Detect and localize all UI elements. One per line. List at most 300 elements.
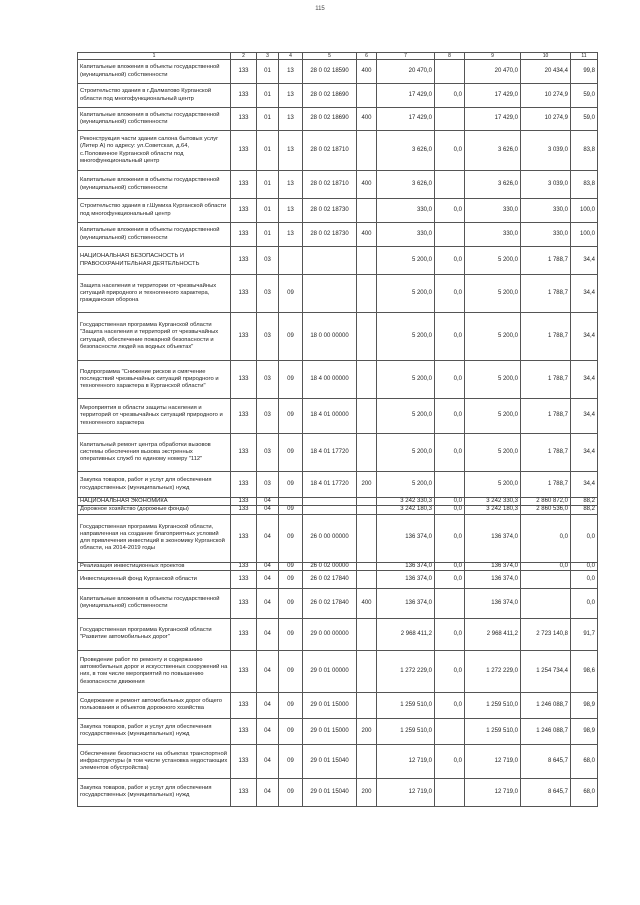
amount-change-cell: 0,0 xyxy=(435,399,465,434)
subsection-code-cell: 13 xyxy=(279,131,303,171)
approved-amount-cell: 5 200,0 xyxy=(377,247,435,275)
refined-amount-cell: 3 626,0 xyxy=(465,171,521,199)
amount-change-cell: 0,0 xyxy=(435,562,465,570)
section-code-cell: 03 xyxy=(257,247,279,275)
table-row xyxy=(78,275,598,313)
execution-percent-cell: 34,4 xyxy=(571,361,598,399)
row-name-cell: НАЦИОНАЛЬНАЯ БЕЗОПАСНОСТЬ И ПРАВООХРАНИТЕЛЬНАЯ ДЕЯТЕЛЬНОСТЬ xyxy=(78,247,231,275)
executed-amount-cell: 2 860 872,0 xyxy=(521,498,571,506)
target-article-code-cell: 28 0 02 18730 xyxy=(303,199,357,223)
executed-amount-cell xyxy=(521,588,571,618)
row-name-cell: Содержание и ремонт автомобильных дорог общего пользования и объектов дорожного хозяйства xyxy=(78,692,231,718)
expense-type-code-cell xyxy=(357,498,377,506)
refined-amount-cell: 17 429,0 xyxy=(465,84,521,108)
subsection-code-cell: 09 xyxy=(279,562,303,570)
approved-amount-cell: 3 626,0 xyxy=(377,171,435,199)
target-article-code-cell: 28 0 02 18690 xyxy=(303,84,357,108)
executed-amount-cell: 1 788,7 xyxy=(521,361,571,399)
expense-type-code-cell: 200 xyxy=(357,778,377,806)
expense-type-code-cell xyxy=(357,506,377,514)
amount-change-cell xyxy=(435,588,465,618)
execution-percent-cell: 34,4 xyxy=(571,247,598,275)
executed-amount-cell: 3 039,0 xyxy=(521,131,571,171)
executed-amount-cell: 330,0 xyxy=(521,199,571,223)
subsection-code-cell: 09 xyxy=(279,718,303,744)
target-article-code-cell: 26 0 02 17840 xyxy=(303,570,357,588)
executed-amount-cell: 8 645,7 xyxy=(521,744,571,778)
section-code-cell: 03 xyxy=(257,275,279,313)
amount-change-cell: 0,0 xyxy=(435,514,465,562)
table-body xyxy=(78,60,598,807)
executed-amount-cell: 0,0 xyxy=(521,514,571,562)
expense-type-code-cell: 400 xyxy=(357,108,377,131)
refined-amount-cell: 3 242 180,3 xyxy=(465,506,521,514)
column-number: 3 xyxy=(257,53,279,60)
section-code-cell: 03 xyxy=(257,434,279,472)
table-row xyxy=(78,199,598,223)
executed-amount-cell: 1 788,7 xyxy=(521,472,571,498)
row-name-cell: Государственная программа Курганской области "Развитие автомобильных дорог" xyxy=(78,618,231,650)
execution-percent-cell: 100,0 xyxy=(571,199,598,223)
row-name-cell: Инвестиционный фонд Курганской области xyxy=(78,570,231,588)
amount-change-cell: 0,0 xyxy=(435,275,465,313)
amount-change-cell: 0,0 xyxy=(435,434,465,472)
column-number-row xyxy=(78,53,598,60)
table-row xyxy=(78,399,598,434)
execution-percent-cell: 34,4 xyxy=(571,275,598,313)
amount-change-cell xyxy=(435,171,465,199)
execution-percent-cell: 88,2 xyxy=(571,506,598,514)
amount-change-cell: 0,0 xyxy=(435,570,465,588)
row-name-cell: Государственная программа Курганской области, направленная на создание благоприятных условий для привлечения инвестиций в экономику Курганской области, на 2014-2019 годы xyxy=(78,514,231,562)
executed-amount-cell xyxy=(521,570,571,588)
row-name-cell: НАЦИОНАЛЬНАЯ ЭКОНОМИКА xyxy=(78,498,231,506)
subsection-code-cell: 09 xyxy=(279,692,303,718)
subsection-code-cell: 09 xyxy=(279,570,303,588)
gov-code-cell: 133 xyxy=(231,108,257,131)
approved-amount-cell: 330,0 xyxy=(377,199,435,223)
gov-code-cell: 133 xyxy=(231,434,257,472)
table-row xyxy=(78,313,598,361)
refined-amount-cell: 1 259 510,0 xyxy=(465,692,521,718)
gov-code-cell: 133 xyxy=(231,778,257,806)
table-row xyxy=(78,171,598,199)
row-name-cell: Защита населения и территории от чрезвычайных ситуаций природного и техногенного характера, гражданская оборона xyxy=(78,275,231,313)
gov-code-cell: 133 xyxy=(231,313,257,361)
executed-amount-cell: 1 788,7 xyxy=(521,434,571,472)
row-name-cell: Капитальные вложения в объекты государственной (муниципальной) собственности xyxy=(78,171,231,199)
approved-amount-cell: 17 429,0 xyxy=(377,84,435,108)
row-name-cell: Реконструкция части здания салона бытовых услуг (Литер А) по адресу: ул.Советская, д.64, с.Половинное Курганской области под многофункциональный центр xyxy=(78,131,231,171)
table-row xyxy=(78,588,598,618)
row-name-cell: Строительство здания в г.Далматово Курганской области под многофункциональный центр xyxy=(78,84,231,108)
section-code-cell: 04 xyxy=(257,570,279,588)
section-code-cell: 04 xyxy=(257,618,279,650)
subsection-code-cell: 09 xyxy=(279,313,303,361)
section-code-cell: 04 xyxy=(257,562,279,570)
row-name-cell: Закупка товаров, работ и услуг для обеспечения государственных (муниципальных) нужд xyxy=(78,718,231,744)
page-number: 115 xyxy=(315,6,325,12)
execution-percent-cell: 100,0 xyxy=(571,223,598,247)
approved-amount-cell: 136 374,0 xyxy=(377,514,435,562)
budget-table xyxy=(77,52,598,807)
approved-amount-cell: 3 626,0 xyxy=(377,131,435,171)
executed-amount-cell: 8 645,7 xyxy=(521,778,571,806)
amount-change-cell: 0,0 xyxy=(435,650,465,692)
table-row xyxy=(78,618,598,650)
subsection-code-cell: 13 xyxy=(279,84,303,108)
amount-change-cell xyxy=(435,718,465,744)
table-row xyxy=(78,498,598,506)
subsection-code-cell: 13 xyxy=(279,60,303,84)
expense-type-code-cell xyxy=(357,434,377,472)
gov-code-cell: 133 xyxy=(231,514,257,562)
table-row xyxy=(78,506,598,514)
expense-type-code-cell xyxy=(357,744,377,778)
row-name-cell: Проведение работ по ремонту и содержанию автомобильных дорог и искусственных сооружений на них, в том числе мероприятий по повышению безопасности движения xyxy=(78,650,231,692)
execution-percent-cell: 34,4 xyxy=(571,399,598,434)
target-article-code-cell: 28 0 02 18590 xyxy=(303,60,357,84)
subsection-code-cell: 13 xyxy=(279,223,303,247)
gov-code-cell: 133 xyxy=(231,498,257,506)
approved-amount-cell: 1 272 229,0 xyxy=(377,650,435,692)
row-name-cell: Обеспечение безопасности на объектах транспортной инфраструктуры (в том числе установка недостающих элементов обустройства) xyxy=(78,744,231,778)
gov-code-cell: 133 xyxy=(231,692,257,718)
target-article-code-cell xyxy=(303,247,357,275)
target-article-code-cell: 29 0 01 15040 xyxy=(303,744,357,778)
executed-amount-cell: 1 788,7 xyxy=(521,247,571,275)
executed-amount-cell: 10 274,9 xyxy=(521,108,571,131)
approved-amount-cell: 5 200,0 xyxy=(377,399,435,434)
execution-percent-cell: 83,8 xyxy=(571,131,598,171)
column-number: 8 xyxy=(435,53,465,60)
expense-type-code-cell xyxy=(357,562,377,570)
amount-change-cell: 0,0 xyxy=(435,84,465,108)
row-name-cell: Строительство здания в г.Шумиха Курганской области под многофункциональный центр xyxy=(78,199,231,223)
row-name-cell: Капитальные вложения в объекты государственной (муниципальной) собственности xyxy=(78,223,231,247)
expense-type-code-cell xyxy=(357,84,377,108)
section-code-cell: 01 xyxy=(257,199,279,223)
subsection-code-cell: 13 xyxy=(279,171,303,199)
executed-amount-cell: 1 254 734,4 xyxy=(521,650,571,692)
expense-type-code-cell: 400 xyxy=(357,223,377,247)
subsection-code-cell: 09 xyxy=(279,650,303,692)
subsection-code-cell: 13 xyxy=(279,199,303,223)
target-article-code-cell: 28 0 02 18710 xyxy=(303,131,357,171)
gov-code-cell: 133 xyxy=(231,472,257,498)
target-article-code-cell: 26 0 00 00000 xyxy=(303,514,357,562)
section-code-cell: 01 xyxy=(257,108,279,131)
table-row xyxy=(78,718,598,744)
target-article-code-cell: 28 0 02 18690 xyxy=(303,108,357,131)
executed-amount-cell: 1 788,7 xyxy=(521,275,571,313)
expense-type-code-cell xyxy=(357,199,377,223)
amount-change-cell xyxy=(435,223,465,247)
executed-amount-cell: 10 274,9 xyxy=(521,84,571,108)
section-code-cell: 04 xyxy=(257,506,279,514)
amount-change-cell xyxy=(435,60,465,84)
column-number: 6 xyxy=(357,53,377,60)
expense-type-code-cell: 400 xyxy=(357,171,377,199)
row-name-cell: Закупка товаров, работ и услуг для обеспечения государственных (муниципальных) нужд xyxy=(78,472,231,498)
row-name-cell: Капитальные вложения в объекты государственной (муниципальной) собственности xyxy=(78,108,231,131)
table-row xyxy=(78,650,598,692)
amount-change-cell: 0,0 xyxy=(435,618,465,650)
executed-amount-cell: 1 788,7 xyxy=(521,313,571,361)
approved-amount-cell: 20 470,0 xyxy=(377,60,435,84)
approved-amount-cell: 136 374,0 xyxy=(377,562,435,570)
gov-code-cell: 133 xyxy=(231,199,257,223)
expense-type-code-cell xyxy=(357,313,377,361)
section-code-cell: 04 xyxy=(257,650,279,692)
expense-type-code-cell xyxy=(357,514,377,562)
approved-amount-cell: 2 968 411,2 xyxy=(377,618,435,650)
execution-percent-cell: 34,4 xyxy=(571,472,598,498)
target-article-code-cell: 29 0 01 15040 xyxy=(303,778,357,806)
subsection-code-cell: 09 xyxy=(279,514,303,562)
section-code-cell: 04 xyxy=(257,718,279,744)
refined-amount-cell: 3 626,0 xyxy=(465,131,521,171)
target-article-code-cell: 18 4 01 17720 xyxy=(303,472,357,498)
execution-percent-cell: 68,0 xyxy=(571,778,598,806)
refined-amount-cell: 5 200,0 xyxy=(465,399,521,434)
refined-amount-cell: 330,0 xyxy=(465,223,521,247)
table-row xyxy=(78,84,598,108)
approved-amount-cell: 5 200,0 xyxy=(377,313,435,361)
amount-change-cell: 0,0 xyxy=(435,247,465,275)
row-name-cell: Государственная программа Курганской области "Защита населения и территорий от чрезвычайных ситуаций, обеспечение пожарной безопасности и безопасности людей на водных объектах" xyxy=(78,313,231,361)
execution-percent-cell: 99,8 xyxy=(571,60,598,84)
amount-change-cell: 0,0 xyxy=(435,744,465,778)
row-name-cell: Капитальные вложения в объекты государственной (муниципальной) собственности xyxy=(78,60,231,84)
section-code-cell: 01 xyxy=(257,84,279,108)
refined-amount-cell: 136 374,0 xyxy=(465,514,521,562)
row-name-cell: Капитальные вложения в объекты государственной (муниципальной) собственности xyxy=(78,588,231,618)
approved-amount-cell: 17 429,0 xyxy=(377,108,435,131)
amount-change-cell: 0,0 xyxy=(435,506,465,514)
row-name-cell: Капитальный ремонт центра обработки вызовов системы обеспечения вызова экстренных оперативных служб по единому номеру "112" xyxy=(78,434,231,472)
gov-code-cell: 133 xyxy=(231,223,257,247)
subsection-code-cell: 09 xyxy=(279,588,303,618)
execution-percent-cell: 0,0 xyxy=(571,562,598,570)
expense-type-code-cell: 400 xyxy=(357,60,377,84)
execution-percent-cell: 59,0 xyxy=(571,84,598,108)
section-code-cell: 03 xyxy=(257,399,279,434)
table-row xyxy=(78,744,598,778)
execution-percent-cell: 0,0 xyxy=(571,514,598,562)
column-number: 2 xyxy=(231,53,257,60)
table-row xyxy=(78,223,598,247)
row-name-cell: Мероприятия в области защиты населения и территорий от чрезвычайных ситуаций природного и техногенного характера xyxy=(78,399,231,434)
gov-code-cell: 133 xyxy=(231,588,257,618)
gov-code-cell: 133 xyxy=(231,361,257,399)
target-article-code-cell: 18 4 01 17720 xyxy=(303,434,357,472)
gov-code-cell: 133 xyxy=(231,718,257,744)
target-article-code-cell: 29 0 01 00000 xyxy=(303,650,357,692)
executed-amount-cell: 3 039,0 xyxy=(521,171,571,199)
gov-code-cell: 133 xyxy=(231,84,257,108)
amount-change-cell xyxy=(435,472,465,498)
refined-amount-cell: 20 470,0 xyxy=(465,60,521,84)
target-article-code-cell: 18 4 00 00000 xyxy=(303,361,357,399)
table-row xyxy=(78,108,598,131)
executed-amount-cell: 2 860 536,0 xyxy=(521,506,571,514)
section-code-cell: 04 xyxy=(257,588,279,618)
expense-type-code-cell xyxy=(357,399,377,434)
refined-amount-cell: 5 200,0 xyxy=(465,434,521,472)
subsection-code-cell: 09 xyxy=(279,506,303,514)
section-code-cell: 03 xyxy=(257,361,279,399)
approved-amount-cell: 1 259 510,0 xyxy=(377,692,435,718)
expense-type-code-cell xyxy=(357,131,377,171)
subsection-code-cell xyxy=(279,498,303,506)
execution-percent-cell: 34,4 xyxy=(571,434,598,472)
gov-code-cell: 133 xyxy=(231,60,257,84)
refined-amount-cell: 12 719,0 xyxy=(465,778,521,806)
target-article-code-cell xyxy=(303,506,357,514)
refined-amount-cell: 17 429,0 xyxy=(465,108,521,131)
approved-amount-cell: 1 259 510,0 xyxy=(377,718,435,744)
execution-percent-cell: 83,8 xyxy=(571,171,598,199)
approved-amount-cell: 5 200,0 xyxy=(377,434,435,472)
amount-change-cell: 0,0 xyxy=(435,361,465,399)
table-row xyxy=(78,361,598,399)
gov-code-cell: 133 xyxy=(231,618,257,650)
executed-amount-cell: 0,0 xyxy=(521,562,571,570)
expense-type-code-cell xyxy=(357,361,377,399)
refined-amount-cell: 5 200,0 xyxy=(465,275,521,313)
expense-type-code-cell xyxy=(357,692,377,718)
section-code-cell: 04 xyxy=(257,498,279,506)
target-article-code-cell xyxy=(303,275,357,313)
table-row xyxy=(78,570,598,588)
approved-amount-cell: 5 200,0 xyxy=(377,275,435,313)
subsection-code-cell: 13 xyxy=(279,108,303,131)
subsection-code-cell: 09 xyxy=(279,472,303,498)
approved-amount-cell: 5 200,0 xyxy=(377,472,435,498)
amount-change-cell: 0,0 xyxy=(435,692,465,718)
approved-amount-cell: 330,0 xyxy=(377,223,435,247)
amount-change-cell: 0,0 xyxy=(435,313,465,361)
section-code-cell: 01 xyxy=(257,223,279,247)
approved-amount-cell: 12 719,0 xyxy=(377,778,435,806)
expense-type-code-cell: 200 xyxy=(357,472,377,498)
column-number: 5 xyxy=(303,53,357,60)
column-number: 11 xyxy=(571,53,598,60)
executed-amount-cell: 2 723 140,8 xyxy=(521,618,571,650)
section-code-cell: 04 xyxy=(257,778,279,806)
table-row xyxy=(78,472,598,498)
amount-change-cell: 0,0 xyxy=(435,131,465,171)
refined-amount-cell: 1 272 229,0 xyxy=(465,650,521,692)
execution-percent-cell: 34,4 xyxy=(571,313,598,361)
subsection-code-cell: 09 xyxy=(279,618,303,650)
column-number: 10 xyxy=(521,53,571,60)
refined-amount-cell: 5 200,0 xyxy=(465,313,521,361)
approved-amount-cell: 136 374,0 xyxy=(377,588,435,618)
row-name-cell: Реализация инвестиционных проектов xyxy=(78,562,231,570)
expense-type-code-cell: 400 xyxy=(357,588,377,618)
section-code-cell: 03 xyxy=(257,472,279,498)
target-article-code-cell: 28 0 02 18730 xyxy=(303,223,357,247)
target-article-code-cell: 28 0 02 18710 xyxy=(303,171,357,199)
column-number: 4 xyxy=(279,53,303,60)
execution-percent-cell: 98,9 xyxy=(571,718,598,744)
column-number: 7 xyxy=(377,53,435,60)
gov-code-cell: 133 xyxy=(231,570,257,588)
execution-percent-cell: 98,6 xyxy=(571,650,598,692)
executed-amount-cell: 1 246 088,7 xyxy=(521,718,571,744)
approved-amount-cell: 136 374,0 xyxy=(377,570,435,588)
row-name-cell: Закупка товаров, работ и услуг для обеспечения государственных (муниципальных) нужд xyxy=(78,778,231,806)
execution-percent-cell: 68,0 xyxy=(571,744,598,778)
target-article-code-cell: 29 0 01 15000 xyxy=(303,692,357,718)
target-article-code-cell: 26 0 02 00000 xyxy=(303,562,357,570)
row-name-cell: Подпрограмма "Снижение рисков и смягчение последствий чрезвычайных ситуаций природного и техногенного характера в Курганской области" xyxy=(78,361,231,399)
expense-type-code-cell: 200 xyxy=(357,718,377,744)
approved-amount-cell: 3 242 180,3 xyxy=(377,506,435,514)
table-row xyxy=(78,514,598,562)
refined-amount-cell: 5 200,0 xyxy=(465,472,521,498)
row-name-cell: Дорожное хозяйство (дорожные фонды) xyxy=(78,506,231,514)
executed-amount-cell: 20 434,4 xyxy=(521,60,571,84)
table-row xyxy=(78,434,598,472)
expense-type-code-cell xyxy=(357,247,377,275)
amount-change-cell xyxy=(435,108,465,131)
target-article-code-cell: 29 0 01 15000 xyxy=(303,718,357,744)
subsection-code-cell: 09 xyxy=(279,778,303,806)
refined-amount-cell: 136 374,0 xyxy=(465,588,521,618)
execution-percent-cell: 88,2 xyxy=(571,498,598,506)
section-code-cell: 01 xyxy=(257,131,279,171)
section-code-cell: 01 xyxy=(257,60,279,84)
execution-percent-cell: 0,0 xyxy=(571,570,598,588)
gov-code-cell: 133 xyxy=(231,399,257,434)
column-number: 1 xyxy=(78,53,231,60)
refined-amount-cell: 1 259 510,0 xyxy=(465,718,521,744)
approved-amount-cell: 5 200,0 xyxy=(377,361,435,399)
table-row xyxy=(78,131,598,171)
target-article-code-cell: 29 0 00 00000 xyxy=(303,618,357,650)
executed-amount-cell: 1 246 088,7 xyxy=(521,692,571,718)
amount-change-cell: 0,0 xyxy=(435,498,465,506)
target-article-code-cell: 18 0 00 00000 xyxy=(303,313,357,361)
amount-change-cell: 0,0 xyxy=(435,199,465,223)
refined-amount-cell: 136 374,0 xyxy=(465,570,521,588)
table-row xyxy=(78,247,598,275)
execution-percent-cell: 59,0 xyxy=(571,108,598,131)
section-code-cell: 01 xyxy=(257,171,279,199)
target-article-code-cell xyxy=(303,498,357,506)
gov-code-cell: 133 xyxy=(231,171,257,199)
approved-amount-cell: 12 719,0 xyxy=(377,744,435,778)
subsection-code-cell: 09 xyxy=(279,361,303,399)
amount-change-cell xyxy=(435,778,465,806)
expense-type-code-cell xyxy=(357,570,377,588)
target-article-code-cell: 26 0 02 17840 xyxy=(303,588,357,618)
subsection-code-cell xyxy=(279,247,303,275)
table-row xyxy=(78,778,598,806)
expense-type-code-cell xyxy=(357,275,377,313)
refined-amount-cell: 5 200,0 xyxy=(465,361,521,399)
column-number: 9 xyxy=(465,53,521,60)
table-row xyxy=(78,692,598,718)
expense-type-code-cell xyxy=(357,650,377,692)
subsection-code-cell: 09 xyxy=(279,399,303,434)
target-article-code-cell: 18 4 01 00000 xyxy=(303,399,357,434)
subsection-code-cell: 09 xyxy=(279,434,303,472)
execution-percent-cell: 0,0 xyxy=(571,588,598,618)
